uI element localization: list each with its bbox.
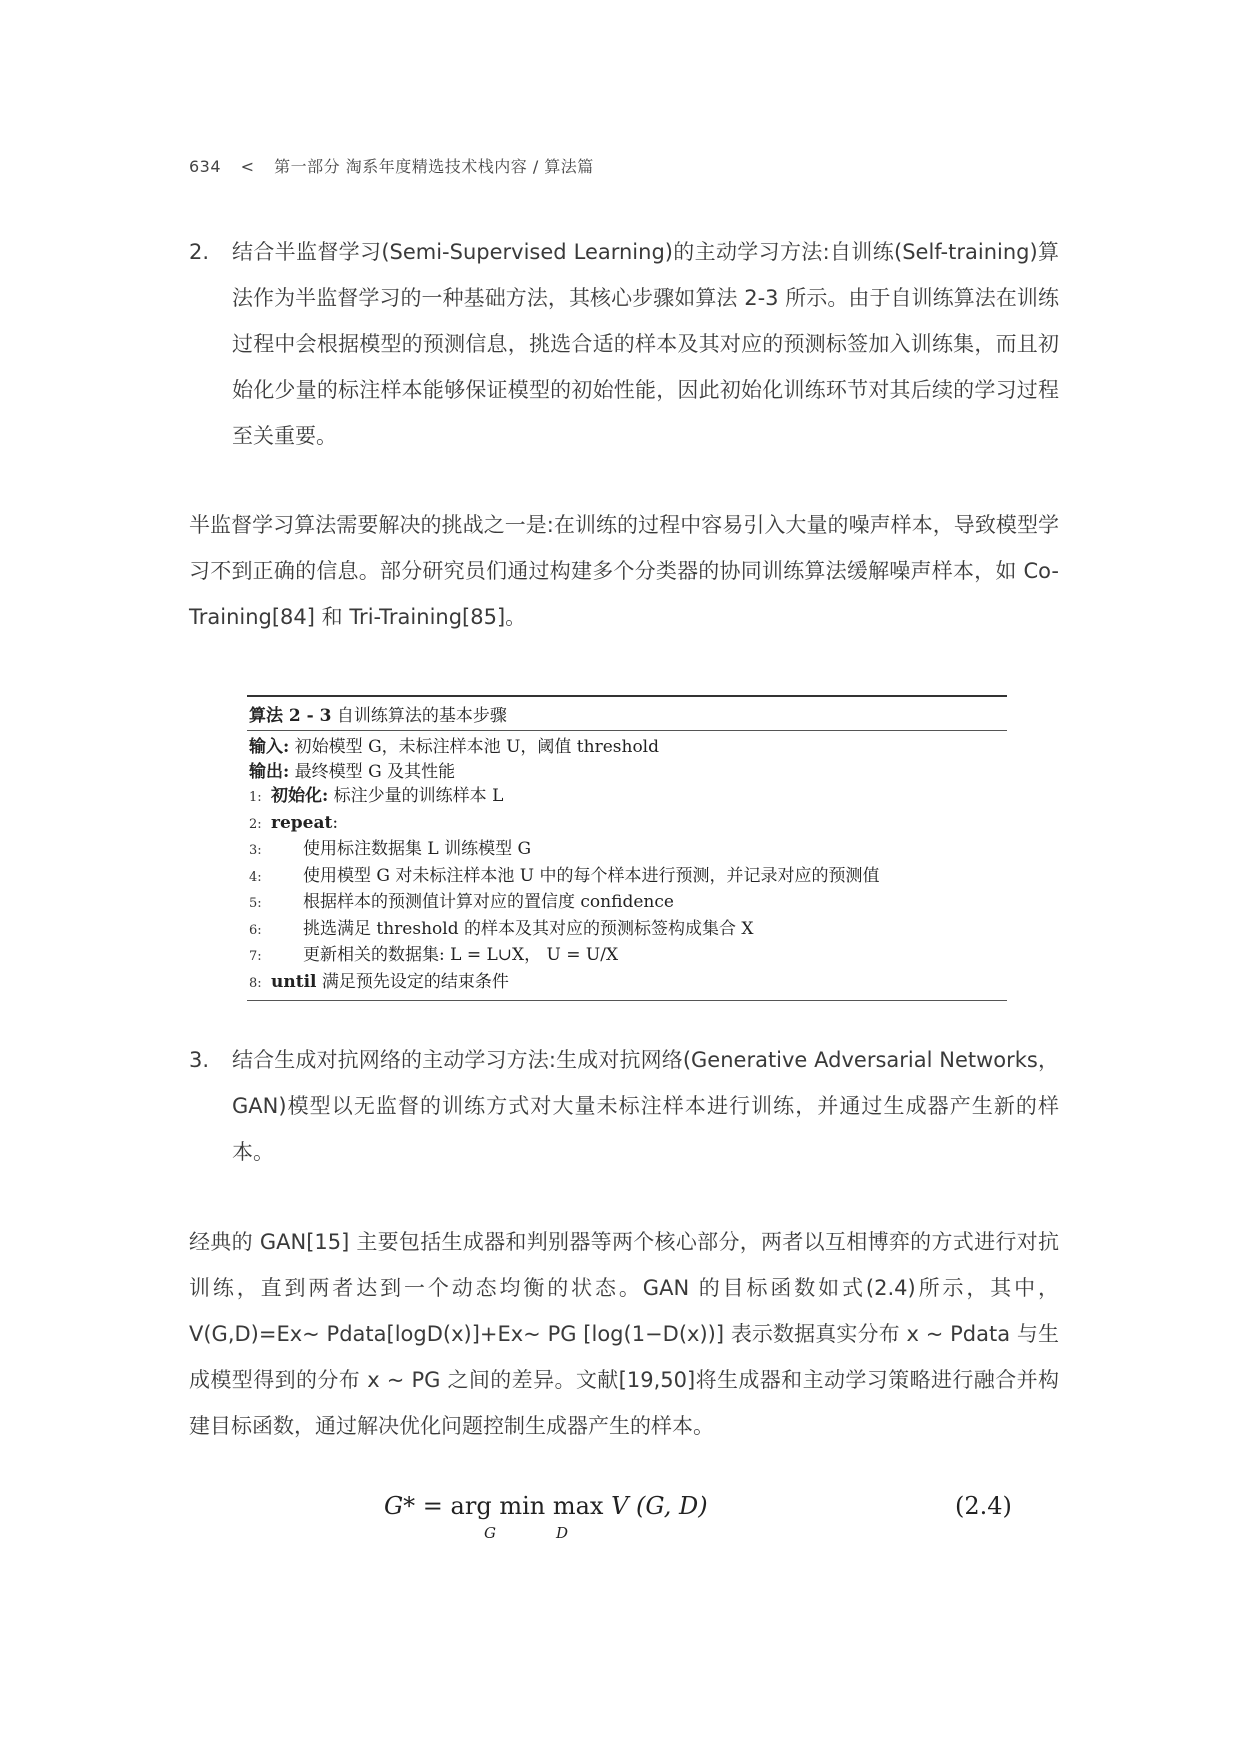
algorithm-step: [247, 917, 1007, 944]
step-text: 更新相关的数据集: L = L∪X， U = U/X: [303, 945, 619, 965]
equation-2-4: [0, 1490, 1240, 1550]
equation-number: (2.4): [955, 1492, 1012, 1520]
step-text: 使用模型 G 对未标注样本池 U 中的每个样本进行预测，并记录对应的预测值: [303, 865, 880, 886]
algorithm-step: [247, 837, 1007, 864]
list-number: 2.: [189, 240, 210, 264]
algorithm-step: [247, 943, 1007, 970]
list-body: 结合生成对抗网络的主动学习方法:生成对抗网络(Generative Adversarial Networks，GAN)模型以无监督的训练方式对大量未标注样本进行训练，并通过生成器产生新的样本。: [232, 1048, 1059, 1164]
equation-lhs: G*: [384, 1492, 416, 1520]
equation-expression: [384, 1492, 708, 1542]
algorithm-body: [247, 731, 1007, 1000]
step-number: 3:: [249, 843, 262, 858]
step-text: 满足预先设定的结束条件: [316, 971, 509, 992]
algorithm-step: [247, 784, 1007, 811]
step-number: 5:: [249, 896, 262, 911]
paragraph-gan: 经典的 GAN[15] 主要包括生成器和判别器等两个核心部分，两者以互相博弈的方式进行对抗训练，直到两者达到一个动态均衡的状态。GAN 的目标函数如式(2.4)所示，其中，V(G,D)=Ex~ Pdata[logD(x)]+Ex~ PG [log(1−D(x))] 表示数据真实分布 x ~ Pdata 与生成模型得到的分布 x ~ PG 之间的差异。文献[19,50]将生成器和主动学习策略进行融合并构建目标函数，通过解决优化问题控制生成器产生的样本。: [189, 1230, 1059, 1438]
list-item-3: [189, 1037, 1059, 1175]
step-number: 2:: [249, 816, 262, 832]
step-number: 1:: [249, 790, 262, 805]
output-label: 输出:: [249, 761, 290, 782]
step-keyword: 初始化:: [271, 786, 329, 806]
output-text: 最终模型 G 及其性能: [289, 761, 456, 782]
input-label: 输入:: [249, 737, 290, 757]
section-title: 第一部分 淘系年度精选技术栈内容 / 算法篇: [274, 157, 594, 176]
algorithm-input: [247, 735, 1007, 760]
algorithm-output: [247, 760, 1007, 785]
step-number: 4:: [249, 869, 262, 885]
list-body: 结合半监督学习(Semi-Supervised Learning)的主动学习方法:自训练(Self-training)算法作为半监督学习的一种基础方法，其核心步骤如算法 2-3 所示。由于自训练算法在训练过程中会根据模型的预测信息，挑选合适的样本及其对应的预测标签加入训练集，而且初始化少量的标注样本能够保证模型的初始性能，因此初始化训练环节对其后续的学习过程至关重要。: [232, 240, 1059, 448]
step-keyword: until: [271, 971, 317, 992]
step-text: 使用标注数据集 L 训练模型 G: [303, 839, 532, 859]
step-text: 挑选满足 threshold 的样本及其对应的预测标签构成集合 X: [303, 918, 754, 939]
input-text: 初始模型 G，未标注样本池 U，阈值 threshold: [289, 737, 659, 757]
algorithm-step: [247, 890, 1007, 917]
algorithm-step: [247, 811, 1007, 838]
header-separator: <: [240, 157, 255, 176]
equation-rhs: V (G, D): [611, 1492, 708, 1520]
subscript-max: D: [556, 1524, 569, 1542]
step-keyword: repeat: [271, 812, 333, 833]
paragraph-semi-supervised: 半监督学习算法需要解决的挑战之一是:在训练的过程中容易引入大量的噪声样本，导致模型学习不到正确的信息。部分研究员们通过构建多个分类器的协同训练算法缓解噪声样本，如 Co-Training[84] 和 Tri-Training[85]。: [189, 513, 1059, 629]
step-number: 7:: [249, 949, 262, 964]
step-number: 8:: [249, 975, 262, 991]
step-text: 标注少量的训练样本 L: [328, 786, 504, 806]
algorithm-step: [247, 970, 1007, 997]
running-header: [189, 154, 608, 177]
subscript-min: G: [484, 1524, 496, 1542]
page-number: 634: [189, 157, 222, 176]
list-number: 3.: [189, 1048, 210, 1072]
algorithm-step: [247, 864, 1007, 891]
step-number: 6:: [249, 922, 262, 938]
algorithm-title: [247, 697, 1007, 731]
algorithm-caption: 自训练算法的基本步骤: [331, 706, 507, 726]
list-item-2: [189, 229, 1059, 459]
algorithm-box: [247, 695, 1007, 1001]
algorithm-label: 算法 2 - 3: [249, 706, 332, 726]
equation-operator: = arg min max: [415, 1492, 612, 1520]
step-text: 根据样本的预测值计算对应的置信度 confidence: [303, 892, 674, 912]
step-text: :: [332, 812, 339, 833]
